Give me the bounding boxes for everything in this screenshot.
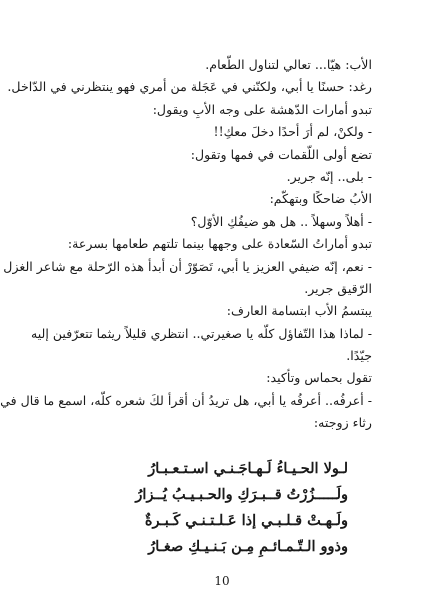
- prose-line: - أهلاً وسهلاً .. هل هو ضيفُكِ الأوّل؟: [190, 213, 372, 229]
- prose-line: - بلى.. إنّه جرير.: [286, 168, 372, 184]
- poem-verse: ولَـــــزُرْتُ قــبـرَكِ والحـبـيـبُ يُــزارُ: [135, 486, 348, 503]
- prose-line: تضع أولى اللّقمات في فمها وتقول:: [190, 146, 372, 162]
- poem-verse: وذوو الـتّـمـائـمِ مِـن بَـنـيـكِ صغـارُ: [148, 538, 348, 555]
- prose-line: تقول بحماس وتأكيد:: [266, 370, 372, 386]
- prose-line: - ولكنْ، لم أرَ أحدًا دخلَ معكِ!!: [213, 124, 372, 140]
- poem-verse: لـولا الحـيـاءُ لَـهـاجَـنـي اسـتـعـبـارُ: [148, 460, 348, 477]
- poem-block: [80, 456, 348, 560]
- prose-line: - نعم، إنّه ضيفي العزيز يا أبي، تَصَوّرْ أن أبدأ هذه الرّحلة مع شاعر الغزل: [3, 258, 372, 274]
- poem-verse: ولَـهـتْ قـلـبـي إذا عَـلـتـنـي كَـبـرةٌ: [144, 512, 348, 529]
- prose-line: - أعرفُه.. أعرفُه يا أبي، هل تريدُ أن أقرأ لكَ شعره كلّه، اسمع ما قال في: [0, 392, 372, 408]
- prose-line: تبدو أماراتُ السّعادة على وجهها بينما تلتهم طعامها بسرعة:: [67, 236, 372, 252]
- page-number: 10: [214, 574, 230, 588]
- prose-line: الأب: هيّا... تعالي لتناول الطّعام.: [205, 57, 372, 72]
- prose-line: الرّقيق جرير.: [304, 280, 372, 296]
- prose-line: الأبُ ضاحكًا وبتهكّم:: [269, 191, 372, 207]
- prose-line: رثاء زوجته:: [313, 415, 372, 431]
- prose-line: - لماذا هذا التّفاؤل كلّه يا صغيرتي.. انتظري قليلاً ريثما تتعرّفين إليه: [30, 325, 372, 341]
- prose-line: يبتسمُ الأب ابتسامة العارف:: [226, 303, 372, 319]
- prose-line: جيّدًا.: [346, 348, 372, 364]
- prose-block: [0, 54, 372, 435]
- prose-line: رغد: حسنًا يا أبي، ولكنّني في عَجَلة من أمري فهو ينتظرني في الدّاخل.: [7, 79, 372, 95]
- prose-line: تبدو أمارات الدّهشة على وجه الأبِ ويقول:: [152, 101, 372, 117]
